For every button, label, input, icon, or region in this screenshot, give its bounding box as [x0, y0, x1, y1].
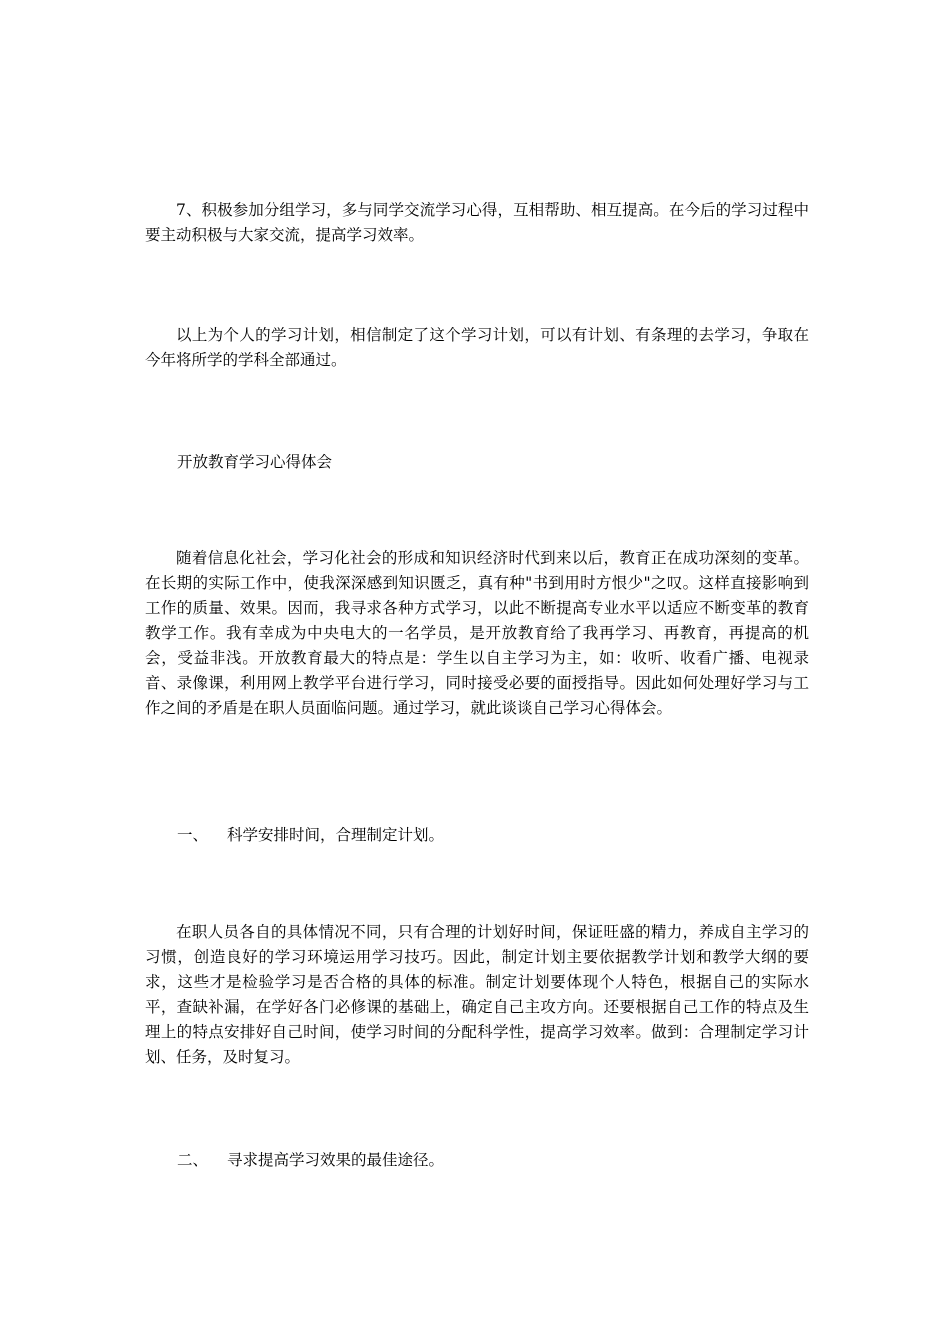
paragraph-intro: 随着信息化社会，学习化社会的形成和知识经济时代到来以后，教育正在成功深刻的变革。在长期的实际工作中，使我深深感到知识匮乏，真有种"书到用时方恨少"之叹。这样直接影响到工作的质量、效果。因而，我寻求各种方式学习，以此不断提高专业水平以适应不断变革的教育教学工作。我有幸成为中央电大的一名学员，是开放教育给了我再学习、再教育，再提高的机会，受益非浅。开放教育最大的特点是：学生以自主学习为主，如：收听、收看广播、电视录音、录像课，利用网上教学平台进行学习，同时接受必要的面授指导。因此如何处理好学习与工作之间的矛盾是在职人员面临问题。通过学习，就此谈谈自己学习心得体会。	[145, 549, 809, 717]
section-1-number: 一、	[177, 826, 209, 844]
section-2-heading	[177, 1148, 444, 1173]
section-1-title: 科学安排时间，合理制定计划。	[227, 826, 445, 844]
paragraph-summary: 以上为个人的学习计划，相信制定了这个学习计划，可以有计划、有条理的去学习，争取在今年将所学的学科全部通过。	[145, 326, 809, 369]
section-1-heading	[177, 823, 444, 848]
document-title: 开放教育学习心得体会	[177, 453, 333, 471]
section-2-number: 二、	[177, 1151, 209, 1169]
section-1-body: 在职人员各自的具体情况不同，只有合理的计划好时间，保证旺盛的精力，养成自主学习的习惯，创造良好的学习环境运用学习技巧。因此，制定计划主要依据教学计划和教学大纲的要求，这些才是检验学习是否合格的具体的标准。制定计划要体现个人特色，根据自己的实际水平，查缺补漏，在学好各门必修课的基础上，确定自己主攻方向。还要根据自己工作的特点及生理上的特点安排好自己时间，使学习时间的分配科学性，提高学习效率。做到：合理制定学习计划、任务，及时复习。	[145, 923, 809, 1066]
section-2-title: 寻求提高学习效果的最佳途径。	[227, 1151, 445, 1169]
paragraph-item-7: 7、积极参加分组学习，多与同学交流学习心得，互相帮助、相互提高。在今后的学习过程中要主动积极与大家交流，提高学习效率。	[145, 201, 809, 244]
